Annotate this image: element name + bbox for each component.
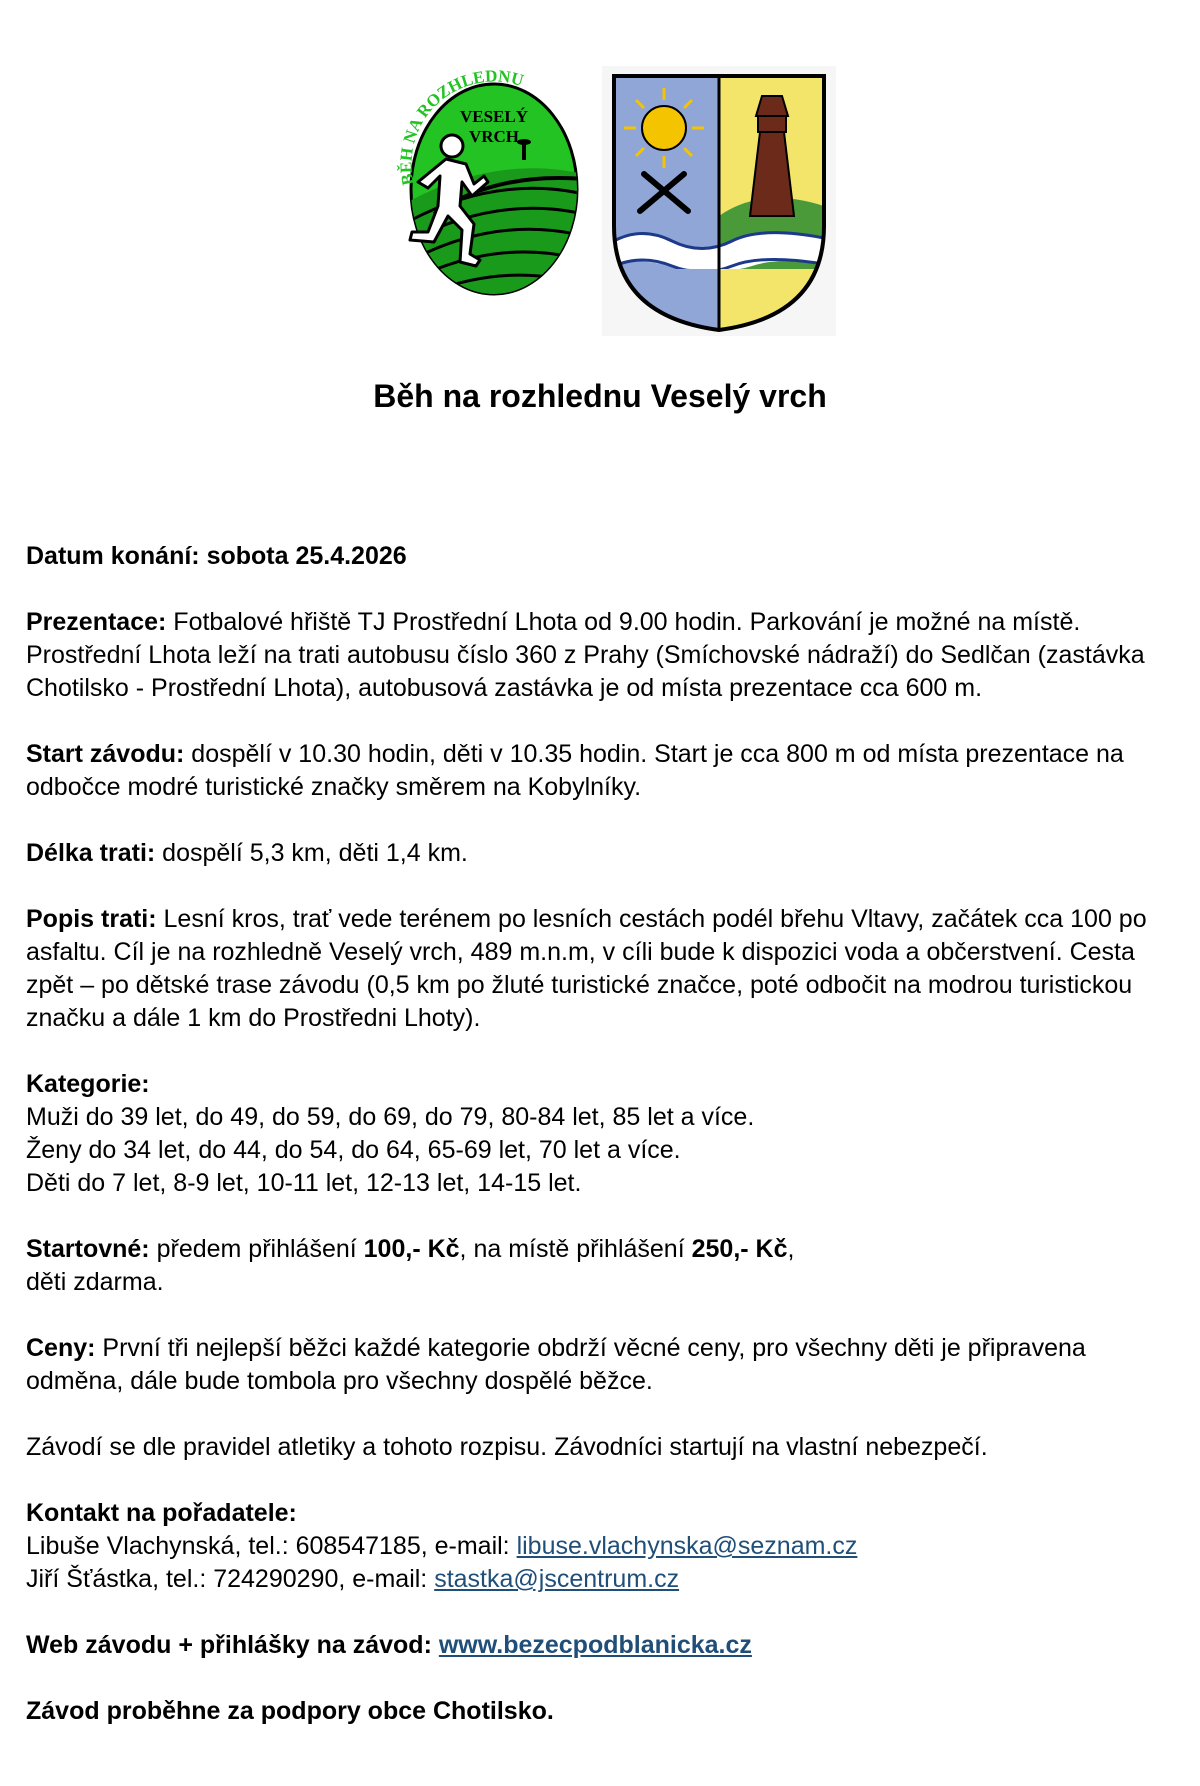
ceny-text: První tři nejlepší běžci každé kategorie obdrží věcné ceny, pro všechny děti je připravena odměna, dále bude tombola pro všechny dospělé běžce. <box>26 1334 1086 1395</box>
document-body <box>26 540 1186 1761</box>
startovne-text-3: , <box>787 1235 795 1263</box>
contact-1-email-link[interactable]: libuse.vlachynska@seznam.cz <box>516 1532 858 1560</box>
contact-2-prefix: Jiří Šťástka, tel.: 724290290, e-mail: <box>26 1565 435 1593</box>
logo-center-text-1: VESELÝ <box>459 107 529 126</box>
startovne-price-onsite: 250,- Kč <box>691 1235 788 1263</box>
contact-1-prefix: Libuše Vlachynská, tel.: 608547185, e-mail: <box>26 1532 517 1560</box>
startovne-children: děti zdarma. <box>26 1268 164 1296</box>
kategorie-muzi: Muži do 39 let, do 49, do 59, do 69, do 79, 80-84 let, 85 let a více. <box>26 1103 755 1131</box>
web-label: Web závodu + přihlášky na závod: <box>26 1631 439 1659</box>
rules-text: Závodí se dle pravidel atletiky a tohoto rozpisu. Závodníci startují na vlastní nebezpečí. <box>26 1433 988 1461</box>
logo-area <box>0 64 1200 339</box>
startovne-label: Startovné: <box>26 1235 150 1263</box>
start-label: Start závodu: <box>26 740 185 768</box>
logo-center-text-2: VRCH <box>468 127 520 146</box>
logo-arc-text: BĚH NA ROZHLEDNU <box>396 66 526 187</box>
section-prezentace <box>26 606 1186 705</box>
section-startovne <box>26 1233 1186 1299</box>
start-text: dospělí v 10.30 hodin, děti v 10.35 hodin. Start je cca 800 m od místa prezentace na odbočce modré turistické značky směrem na Kobylníky. <box>26 740 1124 801</box>
popis-text: Lesní kros, trať vede terénem po lesních cestách podél břehu Vltavy, začátek cca 100 po asfaltu. Cíl je na rozhledně Veselý vrch, 489 m.n.m, v cíli bude k dispozici voda a občerstvení. Cesta zpět – po dětské trase závodu (0,5 km po žluté turistické značce, poté odbočit na modrou turistickou značku a dále 1 km do Prostředni Lhoty). <box>26 905 1147 1032</box>
startovne-text-1: předem přihlášení <box>149 1235 364 1263</box>
delka-label: Délka trati: <box>26 839 156 867</box>
coat-of-arms <box>602 66 836 336</box>
web-url-link[interactable]: www.bezecpodblanicka.cz <box>438 1631 752 1659</box>
lookout-tower-icon <box>750 96 794 216</box>
delka-text: dospělí 5,3 km, děti 1,4 km. <box>155 839 468 867</box>
popis-label: Popis trati: <box>26 905 157 933</box>
page-title: Běh na rozhlednu Veselý vrch <box>373 378 827 414</box>
section-popis <box>26 903 1186 1035</box>
section-kontakt <box>26 1497 1186 1596</box>
section-ceny <box>26 1332 1186 1398</box>
event-date: Datum konání: sobota 25.4.2026 <box>26 542 407 570</box>
contact-2-email-link[interactable]: stastka@jscentrum.cz <box>434 1565 680 1593</box>
section-web <box>26 1629 1186 1662</box>
startovne-price-advance: 100,- Kč <box>363 1235 460 1263</box>
ceny-label: Ceny: <box>26 1334 96 1362</box>
kategorie-deti: Děti do 7 let, 8-9 let, 10-11 let, 12-13 let, 14-15 let. <box>26 1169 582 1197</box>
prezentace-label: Prezentace: <box>26 608 167 636</box>
kontakt-label: Kontakt na pořadatele: <box>26 1499 297 1527</box>
startovne-text-2: , na místě přihlášení <box>459 1235 692 1263</box>
sun-icon <box>624 88 704 168</box>
section-start <box>26 738 1186 804</box>
race-logo <box>374 64 604 304</box>
section-delka <box>26 837 1186 870</box>
support-note: Závod proběhne za podpory obce Chotilsko. <box>26 1697 554 1725</box>
section-kategorie <box>26 1068 1186 1200</box>
kategorie-label: Kategorie: <box>26 1070 150 1098</box>
prezentace-text: Fotbalové hřiště TJ Prostřední Lhota od 9.00 hodin. Parkování je možné na místě. Prostřední Lhota leží na trati autobusu číslo 360 z Prahy (Smíchovské nádraží) do Sedlčan (zastávka Chotilsko - Prostřední Lhota), autobusová zastávka je od místa prezentace cca 600 m. <box>26 608 1145 702</box>
kategorie-zeny: Ženy do 34 let, do 44, do 54, do 64, 65-69 let, 70 let a více. <box>26 1136 681 1164</box>
